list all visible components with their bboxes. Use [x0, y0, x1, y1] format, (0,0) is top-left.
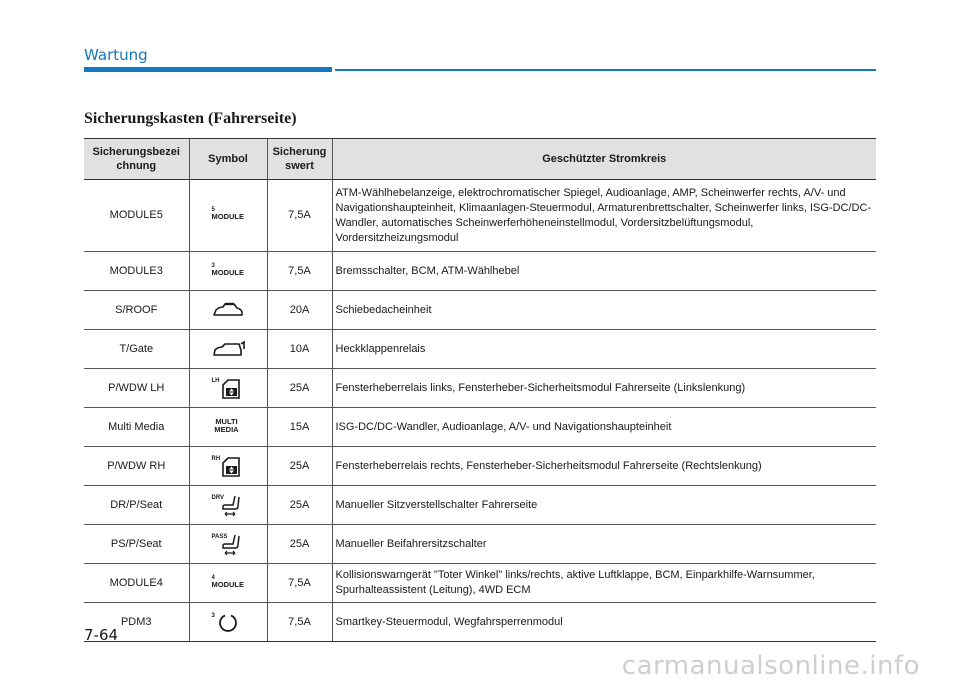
header-rule-thick — [84, 67, 332, 72]
column-header-name: Sicherungsbezeichnung — [84, 139, 189, 180]
column-header-circuit: Geschützter Stromkreis — [332, 139, 876, 180]
fuse-circuit: Manueller Sitzverstellschalter Fahrerseite — [332, 486, 876, 525]
fuse-circuit: ISG-DC/DC-Wandler, Audioanlage, A/V- und Navigationshaupteinheit — [332, 408, 876, 447]
power-window-rh-icon: RH — [212, 455, 264, 477]
fuse-circuit: Kollisionswarngerät "Toter Winkel" links/rechts, aktive Luftklappe, BCM, Einparkhilfe-Warnsummer, Spurhalteassistent (Leitung), 4WD ECM — [332, 564, 876, 603]
fuse-rating: 20A — [267, 291, 332, 330]
module-fuse-icon: 3 MODULE — [189, 252, 267, 291]
sunroof-icon — [212, 301, 244, 319]
fuse-rating: 7,5A — [267, 180, 332, 252]
fuse-circuit: ATM-Wählhebelanzeige, elektrochromatischer Spiegel, Audioanlage, AMP, Scheinwerfer rechts, A/V- und Navigationshaupteinheit, Klimaanlagen-Steuermodul, Armaturenbrettschalter, Scheinwerfer links, ISG-DC/DC-Wandler, automatisches Scheinwerferhöheneinstellmodul, Vordersitzbelüftungsmodul, Vordersitzheizungsmodul — [332, 180, 876, 252]
page-number: 7-64 — [84, 626, 119, 644]
table-row — [84, 564, 876, 603]
table-row — [84, 447, 876, 486]
fuse-name: MODULE5 — [84, 180, 189, 252]
table-row — [84, 408, 876, 447]
fuse-rating: 7,5A — [267, 252, 332, 291]
fuse-circuit: Smartkey-Steuermodul, Wegfahrsperrenmodul — [332, 603, 876, 642]
table-header-row — [84, 139, 876, 180]
watermark: carmanualsonline.info — [621, 651, 920, 681]
fuse-circuit: Fensterheberrelais rechts, Fensterheber-Sicherheitsmodul Fahrerseite (Rechtslenkung) — [332, 447, 876, 486]
table-row — [84, 525, 876, 564]
header-rule-thin — [335, 69, 876, 71]
fuse-rating: 25A — [267, 369, 332, 408]
fuse-name: DR/P/Seat — [84, 486, 189, 525]
module-fuse-icon: 5 MODULE — [189, 180, 267, 252]
power-window-lh-icon: LH — [212, 377, 264, 399]
column-header-symbol: Symbol — [189, 139, 267, 180]
fuse-name: MODULE4 — [84, 564, 189, 603]
power-distribution-icon: 3 — [212, 611, 264, 633]
fuse-name: T/Gate — [84, 330, 189, 369]
fuse-rating: 25A — [267, 486, 332, 525]
fuse-circuit: Heckklappenrelais — [332, 330, 876, 369]
fuse-rating: 7,5A — [267, 603, 332, 642]
table-row — [84, 180, 876, 252]
multimedia-icon: MULTI MEDIA — [214, 416, 239, 434]
fuse-circuit: Bremsschalter, BCM, ATM-Wählhebel — [332, 252, 876, 291]
page-heading: Sicherungskasten (Fahrerseite) — [84, 110, 297, 127]
driver-seat-icon: DRV — [212, 494, 264, 516]
fuse-name: P/WDW RH — [84, 447, 189, 486]
fuse-rating: 15A — [267, 408, 332, 447]
tailgate-icon — [212, 340, 246, 358]
fuse-name: PDM3 — [84, 603, 189, 642]
table-row — [84, 486, 876, 525]
module-fuse-icon: 4 MODULE — [189, 564, 267, 603]
fuse-rating: 25A — [267, 525, 332, 564]
fuse-circuit: Fensterheberrelais links, Fensterheber-Sicherheitsmodul Fahrerseite (Linkslenkung) — [332, 369, 876, 408]
fuse-rating: 25A — [267, 447, 332, 486]
table-row — [84, 252, 876, 291]
table-row — [84, 369, 876, 408]
passenger-seat-icon: PASS — [212, 533, 264, 555]
fuse-circuit: Schiebedacheinheit — [332, 291, 876, 330]
table-row — [84, 603, 876, 642]
fuse-rating: 10A — [267, 330, 332, 369]
fuse-rating: 7,5A — [267, 564, 332, 603]
table-row — [84, 291, 876, 330]
fuse-circuit: Manueller Beifahrersitzschalter — [332, 525, 876, 564]
fuse-name: P/WDW LH — [84, 369, 189, 408]
section-label: Wartung — [84, 46, 148, 64]
fuse-name: PS/P/Seat — [84, 525, 189, 564]
fuse-name: MODULE3 — [84, 252, 189, 291]
table-row — [84, 330, 876, 369]
column-header-rating: Sicherungswert — [267, 139, 332, 180]
fuse-name: S/ROOF — [84, 291, 189, 330]
fuse-table — [84, 138, 876, 642]
fuse-name: Multi Media — [84, 408, 189, 447]
